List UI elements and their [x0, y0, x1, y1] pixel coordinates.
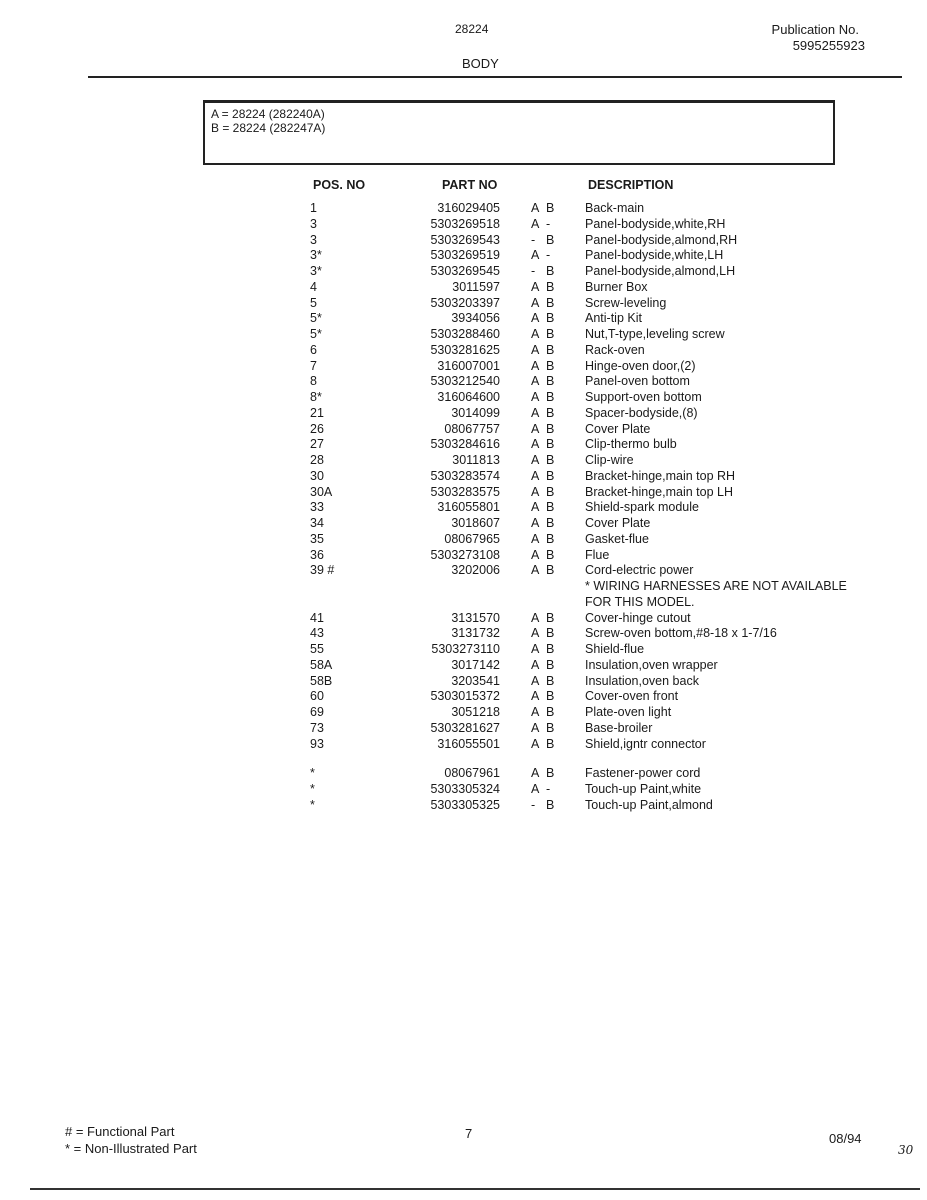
pos-no-cell: 8*: [310, 390, 322, 404]
pos-no-cell: 5*: [310, 327, 322, 341]
description-cell: Cover-hinge cutout: [585, 610, 691, 625]
model-b-cell: B: [546, 390, 555, 404]
table-row: [0, 343, 927, 358]
part-no-cell: 316055801: [437, 500, 500, 515]
model-code: 28224: [455, 22, 489, 36]
model-a-cell: A: [531, 216, 540, 231]
description-cell: Burner Box: [585, 279, 648, 294]
description-cell: Clip-thermo bulb: [585, 437, 677, 452]
part-no-cell: 5303269518: [430, 216, 500, 231]
table-row: [0, 674, 927, 689]
model-b-cell: B: [546, 484, 555, 499]
pos-no-cell: 3: [310, 232, 317, 247]
part-no-cell: 3014099: [451, 405, 500, 420]
model-b-cell: B: [546, 736, 555, 751]
description-cell: Cover Plate: [585, 421, 651, 436]
description-cell: Shield,igntr connector: [585, 736, 706, 751]
publication-label: Publication No.: [771, 22, 859, 37]
pos-no-cell: 36: [310, 547, 324, 562]
table-row: [0, 689, 927, 704]
table-row: [0, 532, 927, 547]
pos-no-cell: 35: [310, 531, 324, 546]
model-a-cell: A: [531, 720, 540, 735]
part-no-cell: 5303269545: [430, 264, 500, 278]
model-a-cell: A: [531, 437, 540, 452]
model-a-cell: A: [531, 405, 540, 420]
pos-no-cell: 58A: [310, 657, 333, 672]
column-header-description: DESCRIPTION: [588, 178, 674, 192]
publication-number: 5995255923: [792, 38, 865, 53]
table-row: [0, 626, 927, 641]
pos-no-cell: 28: [310, 453, 324, 467]
model-b-cell: B: [546, 358, 555, 373]
model-a-cell: A: [531, 500, 540, 515]
description-cell: Bracket-hinge,main top LH: [585, 484, 733, 499]
model-a-cell: A: [531, 453, 540, 467]
part-no-cell: 5303284616: [430, 437, 500, 452]
description-cell: Cord-electric power: [585, 563, 694, 578]
model-a-cell: A: [531, 657, 540, 672]
description-cell: Hinge-oven door,(2): [585, 358, 696, 373]
model-a-cell: -: [531, 232, 536, 247]
model-b-cell: B: [546, 405, 555, 420]
part-no-cell: 3011813: [452, 453, 500, 467]
pos-no-cell: 30: [310, 468, 324, 483]
model-a-cell: A: [531, 705, 540, 719]
part-no-cell: 5303288460: [430, 327, 500, 341]
pos-no-cell: 1: [310, 201, 317, 215]
model-b-cell: B: [546, 437, 555, 452]
description-cell: Touch-up Paint,white: [585, 782, 702, 796]
model-b-cell: B: [546, 531, 555, 546]
part-no-cell: 3018607: [451, 516, 500, 530]
table-row: [0, 217, 927, 232]
pos-no-cell: 5: [310, 295, 317, 310]
pos-no-cell: 39 #: [310, 563, 335, 578]
table-row: [0, 390, 927, 405]
description-cell: Insulation,oven back: [585, 673, 699, 688]
description-cell: Base-broiler: [585, 720, 653, 735]
model-b-cell: B: [546, 610, 555, 625]
model-a-cell: A: [531, 279, 540, 294]
pos-no-cell: 34: [310, 516, 324, 530]
model-a-cell: A: [531, 201, 540, 215]
pos-no-cell: 3*: [310, 248, 322, 263]
description-cell: Bracket-hinge,main top RH: [585, 468, 736, 483]
table-row: [0, 721, 927, 736]
part-no-cell: 5303283574: [430, 468, 500, 483]
part-no-cell: 5303273110: [431, 642, 500, 656]
model-a-cell: A: [531, 390, 540, 404]
table-row: [0, 611, 927, 626]
model-b-cell: B: [546, 421, 555, 436]
model-a-cell: A: [531, 342, 540, 357]
column-header-pos-no: POS. NO: [313, 178, 366, 192]
table-row: [0, 579, 927, 594]
pos-no-cell: 6: [310, 342, 317, 357]
pos-no-cell: *: [310, 797, 315, 812]
table-row: [0, 485, 927, 500]
description-cell: Clip-wire: [585, 453, 634, 467]
table-row: [0, 516, 927, 531]
model-a-cell: A: [531, 516, 540, 530]
model-a-cell: A: [531, 766, 540, 781]
model-b-cell: B: [546, 657, 555, 672]
table-row: [0, 437, 927, 452]
model-b-cell: B: [546, 295, 555, 310]
table-row: [0, 766, 927, 781]
table-row: [0, 248, 927, 263]
model-a-cell: A: [531, 421, 540, 436]
model-b-cell: B: [546, 766, 555, 781]
model-b-cell: B: [546, 201, 555, 215]
table-row: [0, 359, 927, 374]
part-no-cell: 5303203397: [430, 295, 500, 310]
pos-no-cell: 26: [310, 421, 324, 436]
table-row: [0, 782, 927, 797]
model-a-cell: A: [531, 248, 540, 263]
part-no-cell: 5303283575: [430, 484, 500, 499]
model-a-cell: A: [531, 689, 540, 704]
description-cell: Panel-bodyside,white,RH: [585, 216, 726, 231]
pos-no-cell: 33: [310, 500, 324, 515]
model-a-cell: A: [531, 547, 540, 562]
table-row: [0, 280, 927, 295]
table-row: [0, 642, 927, 657]
bottom-divider: [30, 1188, 920, 1190]
model-b-cell: B: [546, 453, 555, 467]
table-row: [0, 296, 927, 311]
description-cell: Panel-oven bottom: [585, 374, 690, 389]
model-a-cell: A: [531, 782, 540, 796]
part-no-cell: 5303269543: [430, 232, 500, 247]
table-row: [0, 737, 927, 752]
part-no-cell: 5303305324: [430, 782, 500, 796]
model-a-cell: A: [531, 468, 540, 483]
table-row: [0, 453, 927, 468]
part-no-cell: 3202006: [451, 563, 500, 578]
description-cell: Panel-bodyside,almond,LH: [585, 264, 736, 278]
model-b-cell: -: [546, 782, 551, 796]
table-row: [0, 563, 927, 578]
model-a-cell: A: [531, 673, 540, 688]
part-no-cell: 3131732: [451, 626, 500, 641]
model-b-cell: B: [546, 563, 555, 578]
pos-no-cell: 8: [310, 374, 317, 389]
part-no-cell: 08067961: [444, 766, 500, 781]
part-no-cell: 5303281625: [430, 342, 500, 357]
description-cell: Panel-bodyside,almond,RH: [585, 232, 738, 247]
model-a-cell: -: [531, 797, 536, 812]
part-no-cell: 5303273108: [430, 547, 500, 562]
header-divider: [88, 76, 902, 78]
part-no-cell: 3051218: [451, 705, 500, 719]
description-cell: Touch-up Paint,almond: [585, 797, 713, 812]
description-cell: Back-main: [585, 201, 645, 215]
model-a-cell: A: [531, 642, 540, 656]
table-row: [0, 469, 927, 484]
model-b-cell: B: [546, 374, 555, 389]
model-b-cell: B: [546, 705, 555, 719]
table-row: [0, 233, 927, 248]
model-a-cell: A: [531, 626, 540, 641]
description-cell: Rack-oven: [585, 342, 645, 357]
part-no-cell: 08067757: [444, 421, 500, 436]
table-row: [0, 406, 927, 421]
model-b-cell: B: [546, 547, 555, 562]
table-row: [0, 264, 927, 279]
model-b-cell: B: [546, 500, 555, 515]
model-b-cell: B: [546, 689, 555, 704]
description-cell: Spacer-bodyside,(8): [585, 405, 698, 420]
model-a-cell: A: [531, 374, 540, 389]
print-date: 08/94: [829, 1131, 862, 1146]
part-no-cell: 08067965: [444, 531, 500, 546]
pos-no-cell: 30A: [310, 484, 333, 499]
model-a-cell: A: [531, 610, 540, 625]
pos-no-cell: 69: [310, 705, 324, 719]
pos-no-cell: 58B: [310, 673, 333, 688]
model-b-cell: B: [546, 626, 555, 641]
legend-functional-part: # = Functional Part: [65, 1124, 175, 1139]
part-no-cell: 5303269519: [430, 248, 500, 263]
table-row: [0, 311, 927, 326]
description-cell: Screw-leveling: [585, 295, 667, 310]
legend-non-illustrated-part: * = Non-Illustrated Part: [65, 1141, 197, 1156]
model-a-cell: A: [531, 358, 540, 373]
table-row: [0, 658, 927, 673]
model-b-cell: B: [546, 673, 555, 688]
part-no-cell: 3934056: [451, 311, 500, 326]
pos-no-cell: 55: [310, 642, 324, 656]
part-no-cell: 5303015372: [430, 689, 500, 704]
page-number: 7: [465, 1126, 473, 1141]
section-title: BODY: [462, 56, 499, 71]
description-cell: * WIRING HARNESSES ARE NOT AVAILABLE: [585, 579, 847, 593]
handwritten-mark: 30: [898, 1143, 914, 1157]
description-cell: Panel-bodyside,white,LH: [585, 248, 724, 263]
table-row: [0, 705, 927, 720]
description-cell: Plate-oven light: [585, 705, 672, 719]
variant-a: A = 28224 (282240A): [211, 107, 325, 121]
table-row: [0, 422, 927, 437]
part-no-cell: 5303305325: [430, 797, 500, 812]
table-row: [0, 374, 927, 389]
pos-no-cell: 43: [310, 626, 324, 641]
description-cell: Shield-spark module: [585, 500, 699, 515]
part-no-cell: 316064600: [437, 390, 500, 404]
pos-no-cell: 41: [310, 610, 324, 625]
pos-no-cell: 3*: [310, 264, 322, 278]
table-row: [0, 500, 927, 515]
part-no-cell: 3131570: [451, 610, 500, 625]
description-cell: Gasket-flue: [585, 531, 649, 546]
description-cell: Shield-flue: [585, 642, 645, 656]
description-cell: Screw-oven bottom,#8-18 x 1-7/16: [585, 626, 777, 641]
model-b-cell: B: [546, 279, 555, 294]
pos-no-cell: 60: [310, 689, 324, 704]
pos-no-cell: 27: [310, 437, 324, 452]
model-b-cell: B: [546, 342, 555, 357]
part-no-cell: 5303212540: [430, 374, 500, 389]
table-row: [0, 548, 927, 563]
model-b-cell: B: [546, 232, 555, 247]
model-b-cell: B: [546, 327, 555, 341]
description-cell: Fastener-power cord: [585, 766, 701, 781]
pos-no-cell: *: [310, 782, 315, 796]
model-b-cell: -: [546, 248, 551, 263]
part-no-cell: 316007001: [437, 358, 500, 373]
model-b-cell: B: [546, 311, 555, 326]
table-row: [0, 595, 927, 610]
model-a-cell: A: [531, 484, 540, 499]
part-no-cell: 3203541: [451, 673, 500, 688]
description-cell: Insulation,oven wrapper: [585, 657, 718, 672]
model-a-cell: A: [531, 327, 540, 341]
pos-no-cell: 73: [310, 720, 324, 735]
description-cell: Cover-oven front: [585, 689, 679, 704]
pos-no-cell: 3: [310, 216, 317, 231]
model-b-cell: -: [546, 216, 551, 231]
model-b-cell: B: [546, 642, 555, 656]
description-cell: Nut,T-type,leveling screw: [585, 327, 725, 341]
pos-no-cell: 21: [310, 405, 324, 420]
model-a-cell: -: [531, 264, 536, 278]
description-cell: Support-oven bottom: [585, 390, 702, 404]
model-b-cell: B: [546, 468, 555, 483]
pos-no-cell: 5*: [310, 311, 322, 326]
model-a-cell: A: [531, 563, 540, 578]
description-cell: Anti-tip Kit: [585, 311, 642, 326]
model-a-cell: A: [531, 311, 540, 326]
description-cell: FOR THIS MODEL.: [585, 594, 695, 609]
description-cell: Flue: [585, 547, 610, 562]
model-a-cell: A: [531, 295, 540, 310]
pos-no-cell: *: [310, 766, 315, 781]
variant-legend-box: [203, 100, 835, 165]
part-no-cell: 316055501: [437, 736, 500, 751]
part-no-cell: 3011597: [452, 279, 500, 294]
model-b-cell: B: [546, 516, 555, 530]
table-row: [0, 798, 927, 813]
column-header-part-no: PART NO: [442, 178, 498, 192]
table-row: [0, 201, 927, 216]
part-no-cell: 5303281627: [430, 720, 500, 735]
model-a-cell: A: [531, 531, 540, 546]
pos-no-cell: 4: [310, 279, 317, 294]
model-b-cell: B: [546, 720, 555, 735]
model-a-cell: A: [531, 736, 540, 751]
description-cell: Cover Plate: [585, 516, 651, 530]
model-b-cell: B: [546, 797, 555, 812]
pos-no-cell: 93: [310, 736, 324, 751]
part-no-cell: 3017142: [451, 657, 500, 672]
model-b-cell: B: [546, 264, 555, 278]
table-row: [0, 327, 927, 342]
pos-no-cell: 7: [310, 358, 317, 373]
variant-b: B = 28224 (282247A): [211, 121, 326, 135]
part-no-cell: 316029405: [437, 201, 500, 215]
